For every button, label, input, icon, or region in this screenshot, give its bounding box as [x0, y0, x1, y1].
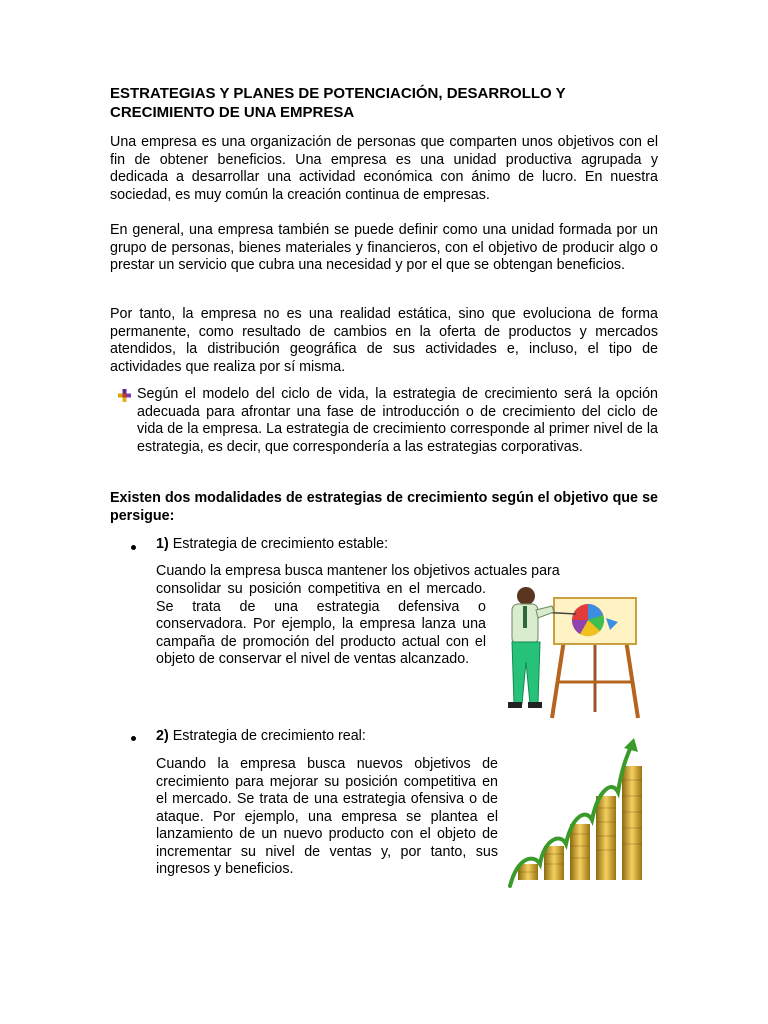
item-number: 2): [156, 728, 169, 744]
item-stable-label: [156, 536, 388, 554]
bullet-cross-icon: [118, 389, 131, 402]
item-stable-text: consolidar su posición competitiva en el mercado. Se trata de una estrategia defensiva o conservadora. Por ejemplo, la empresa lanza una campaña de promoción del producto actual con el objeto de conservar el nivel de ventas alcanzado.: [156, 581, 486, 667]
coin-stacks-growth-arrow-illustration: [504, 736, 648, 896]
item-real-label: [156, 728, 366, 746]
item-title: Estrategia de crecimiento real:: [172, 728, 366, 744]
item-title: Estrategia de crecimiento estable:: [172, 536, 389, 552]
paragraph-evolution: Por tanto, la empresa no es una realidad estática, sino que evoluciona de forma permanente, como resultado de cambios en la oferta de productos y mercados atendidos, la distribución geográfica de sus actividades e, incluso, el tipo de actividades que realiza por sí misma.: [110, 306, 658, 375]
list-bullet: [131, 545, 136, 550]
lifecycle-point: Según el modelo del ciclo de vida, la estrategia de crecimiento será la opción adecuada para afrontar una fase de introducción o de crecimiento del ciclo de vida de la empresa. La estrategia de crecimiento corresponde al primer nivel de la estrategia, es decir, que correspondería a las estrategias corporativas.: [137, 386, 658, 455]
presenter-easel-chart-illustration: [496, 582, 658, 720]
item-number: 1): [156, 536, 169, 552]
modalities-heading: Existen dos modalidades de estrategias de crecimiento según el objetivo que se persigue:: [110, 490, 658, 524]
paragraph-definition: Una empresa es una organización de personas que comparten unos objetivos con el fin de obtener beneficios. Una empresa es una unidad productiva agrupada y dedicada a desarrollar una actividad económica con ánimo de lucro. En nuestra sociedad, es muy común la creación continua de empresas.: [110, 134, 658, 203]
item-stable-text-line1: Cuando la empresa busca mantener los objetivos actuales para: [156, 563, 560, 579]
list-bullet: [131, 736, 136, 741]
paragraph-general: En general, una empresa también se puede definir como una unidad formada por un grupo de personas, bienes materiales y financieros, con el objetivo de producir algo o prestar un servicio que cubra una necesidad y por el que se obtengan beneficios.: [110, 222, 658, 273]
document-title: ESTRATEGIAS Y PLANES DE POTENCIACIÓN, DESARROLLO Y CRECIMIENTO DE UNA EMPRESA: [110, 85, 566, 121]
item-real-text: Cuando la empresa busca nuevos objetivos de crecimiento para mejorar su posición competitiva en el mercado. Se trata de una estrategia ofensiva o de ataque. Por ejemplo, una empresa se plantea el lanzamiento de un nuevo producto con el objeto de incrementar su nivel de ventas y, por tanto, sus ingresos y beneficios.: [156, 756, 498, 877]
